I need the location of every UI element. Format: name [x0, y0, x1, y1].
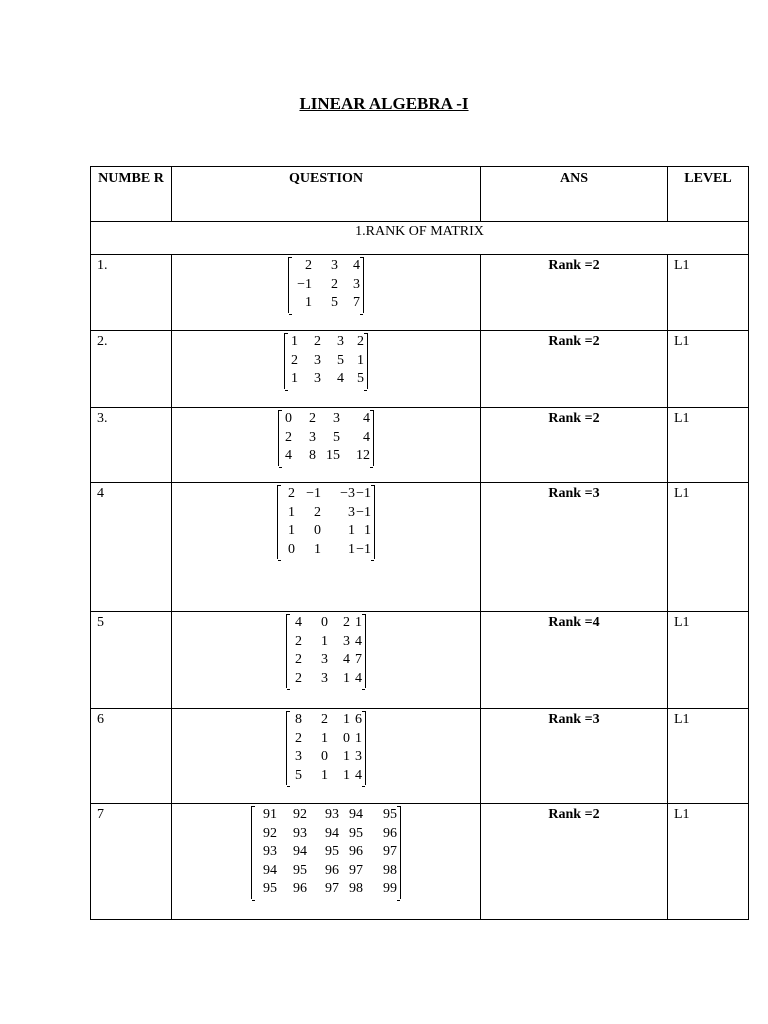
matrix-row	[282, 410, 370, 429]
matrix-entry: 3	[314, 371, 321, 386]
matrix-entry: 2	[295, 670, 302, 686]
matrix-entry: 3	[321, 652, 328, 667]
question-cell	[172, 483, 481, 612]
answer-cell: Rank =4	[481, 612, 668, 709]
matrix-entry: 94	[325, 825, 339, 841]
matrix-entry: 3	[355, 749, 362, 764]
matrix-entry: −1	[356, 486, 371, 501]
matrix-row	[255, 880, 397, 899]
matrix-entry: −1	[306, 486, 321, 501]
matrix-entry: 92	[263, 825, 277, 841]
matrix-entry: 1	[321, 767, 328, 783]
matrix-entry: 98	[383, 862, 397, 878]
matrix-row	[255, 862, 397, 881]
matrix-entry: 4	[285, 448, 292, 463]
matrix-entry: 0	[288, 541, 295, 557]
matrix-entry: 93	[293, 825, 307, 841]
matrix-entry: 97	[383, 844, 397, 859]
matrix-entry: 5	[337, 352, 344, 368]
answer-cell: Rank =2	[481, 804, 668, 920]
table-row	[91, 331, 749, 408]
answer-cell: Rank =3	[481, 709, 668, 804]
matrix-entry: 1	[321, 730, 328, 746]
matrix-entry: 4	[363, 411, 370, 426]
matrix-entry: 0	[314, 523, 321, 538]
matrix-entry: 96	[349, 844, 363, 859]
question-cell	[172, 255, 481, 331]
matrix-row	[255, 843, 397, 862]
matrix-entry: 5	[295, 767, 302, 783]
matrix-entry: 1	[348, 541, 355, 557]
matrix-row	[281, 485, 371, 504]
matrix-entry: 4	[337, 371, 344, 386]
matrix-entry: 2	[343, 615, 350, 630]
matrix-entry: 95	[349, 825, 363, 841]
matrix-entry: 95	[263, 881, 277, 896]
table-row	[91, 408, 749, 483]
matrix-entry: 1	[305, 295, 312, 310]
question-rows	[91, 255, 749, 920]
matrix-entry: 1	[343, 767, 350, 783]
answer-cell: Rank =2	[481, 408, 668, 483]
matrix-entry: 7	[355, 652, 362, 667]
matrix-entry: 4	[363, 429, 370, 445]
matrix-entry: 93	[325, 807, 339, 822]
matrix-entry: 4	[355, 670, 362, 686]
matrix-entry: 3	[331, 258, 338, 273]
matrix-entry: 1	[288, 523, 295, 538]
matrix-entry: 7	[353, 295, 360, 310]
matrix-row	[288, 370, 364, 389]
matrix-row	[255, 806, 397, 825]
matrix-entry: 2	[285, 429, 292, 445]
matrix-row	[292, 276, 360, 295]
matrix-entry: 5	[331, 295, 338, 310]
matrix-row	[290, 633, 362, 652]
matrix	[286, 614, 366, 688]
table-row	[91, 709, 749, 804]
matrix-entry: 2	[309, 411, 316, 426]
answer-cell: Rank =2	[481, 255, 668, 331]
question-cell	[172, 804, 481, 920]
matrix-entry: 3	[348, 504, 355, 520]
answer-cell: Rank =2	[481, 331, 668, 408]
level-cell: L1	[668, 804, 749, 920]
question-number: 5	[91, 612, 172, 709]
question-cell	[172, 408, 481, 483]
header-level: LEVEL	[668, 167, 749, 222]
matrix-entry: 98	[349, 881, 363, 896]
matrix-entry: 2	[295, 633, 302, 649]
matrix-entry: 95	[383, 807, 397, 822]
matrix-entry: 3	[353, 276, 360, 292]
level-cell: L1	[668, 709, 749, 804]
matrix-row	[292, 294, 360, 313]
matrix-entry: 8	[309, 448, 316, 463]
table-row	[91, 804, 749, 920]
matrix-entry: 1	[314, 541, 321, 557]
matrix-entry: 5	[333, 429, 340, 445]
matrix-entry: 3	[309, 429, 316, 445]
matrix-entry: 8	[295, 712, 302, 727]
matrix	[251, 806, 401, 899]
matrix-entry: 2	[357, 334, 364, 349]
matrix-entry: −1	[356, 504, 371, 520]
section-row	[91, 222, 749, 255]
matrix-entry: 3	[295, 749, 302, 764]
question-number: 3.	[91, 408, 172, 483]
matrix-entry: 2	[314, 504, 321, 520]
matrix-entry: −1	[297, 276, 312, 292]
matrix-entry: 0	[321, 749, 328, 764]
matrix-entry: 0	[343, 730, 350, 746]
matrix-entry: 2	[321, 712, 328, 727]
level-cell: L1	[668, 483, 749, 612]
matrix-entry: 1	[364, 523, 371, 538]
matrix-entry: 1	[291, 371, 298, 386]
matrix-entry: 4	[353, 258, 360, 273]
matrix-entry: 1	[343, 670, 350, 686]
question-table	[90, 166, 749, 920]
matrix-row	[281, 504, 371, 523]
matrix-row	[282, 447, 370, 466]
table-row	[91, 612, 749, 709]
matrix-entry: 96	[383, 825, 397, 841]
matrix-entry: 5	[357, 371, 364, 386]
matrix-entry: 2	[295, 652, 302, 667]
matrix-entry: 1	[355, 615, 362, 630]
matrix-entry: 1	[288, 504, 295, 520]
matrix-row	[290, 651, 362, 670]
matrix-entry: 94	[263, 862, 277, 878]
matrix-entry: 1	[343, 712, 350, 727]
matrix-entry: 93	[263, 844, 277, 859]
matrix-row	[281, 541, 371, 560]
matrix-row	[282, 429, 370, 448]
matrix-entry: 12	[356, 448, 370, 463]
header-ans: ANS	[481, 167, 668, 222]
level-cell: L1	[668, 331, 749, 408]
matrix	[288, 257, 364, 313]
section-title: 1.RANK OF MATRIX	[91, 222, 749, 255]
matrix-entry: 2	[314, 334, 321, 349]
matrix-entry: 1	[348, 523, 355, 538]
answer-cell: Rank =3	[481, 483, 668, 612]
level-cell: L1	[668, 612, 749, 709]
question-cell	[172, 709, 481, 804]
matrix-entry: 4	[295, 615, 302, 630]
matrix-entry: 2	[331, 276, 338, 292]
header-row	[91, 167, 749, 222]
matrix	[278, 410, 374, 466]
matrix-entry: −1	[356, 541, 371, 557]
matrix-row	[288, 352, 364, 371]
matrix-entry: 1	[321, 633, 328, 649]
matrix-row	[288, 333, 364, 352]
matrix-entry: 3	[314, 352, 321, 368]
matrix-row	[290, 748, 362, 767]
matrix-entry: 2	[288, 486, 295, 501]
matrix	[284, 333, 368, 389]
matrix-entry: 15	[326, 448, 340, 463]
header-question: QUESTION	[172, 167, 481, 222]
matrix-entry: 4	[343, 652, 350, 667]
matrix-entry: 0	[321, 615, 328, 630]
page-title: LINEAR ALGEBRA -I	[299, 94, 469, 113]
matrix-entry: 3	[343, 633, 350, 649]
matrix-entry: 96	[325, 862, 339, 878]
matrix-entry: 96	[293, 881, 307, 896]
matrix-entry: 97	[349, 862, 363, 878]
question-number: 6	[91, 709, 172, 804]
table-row	[91, 483, 749, 612]
matrix-row	[290, 730, 362, 749]
matrix-entry: 4	[355, 767, 362, 783]
matrix-row	[292, 257, 360, 276]
matrix-entry: 0	[285, 411, 292, 426]
matrix-row	[290, 767, 362, 786]
matrix-entry: 2	[291, 352, 298, 368]
matrix-entry: 94	[349, 807, 363, 822]
matrix-row	[281, 522, 371, 541]
matrix-entry: 1	[291, 334, 298, 349]
matrix-row	[255, 825, 397, 844]
matrix-entry: 95	[325, 844, 339, 859]
question-number: 7	[91, 804, 172, 920]
matrix-entry: 2	[295, 730, 302, 746]
matrix-entry: 1	[355, 730, 362, 746]
matrix-row	[290, 614, 362, 633]
question-cell	[172, 612, 481, 709]
matrix-entry: 95	[293, 862, 307, 878]
matrix-entry: 3	[333, 411, 340, 426]
matrix-entry: 1	[343, 749, 350, 764]
matrix-entry: 91	[263, 807, 277, 822]
header-number: NUMBE R	[91, 167, 172, 222]
matrix-entry: 4	[355, 633, 362, 649]
question-number: 2.	[91, 331, 172, 408]
matrix	[286, 711, 366, 785]
table-row	[91, 255, 749, 331]
question-number: 1.	[91, 255, 172, 331]
matrix-entry: 94	[293, 844, 307, 859]
matrix-row	[290, 670, 362, 689]
question-cell	[172, 331, 481, 408]
matrix-entry: −3	[340, 486, 355, 501]
matrix-entry: 2	[305, 258, 312, 273]
question-number: 4	[91, 483, 172, 612]
matrix-entry: 3	[321, 670, 328, 686]
matrix-entry: 1	[357, 352, 364, 368]
matrix-entry: 99	[383, 881, 397, 896]
level-cell: L1	[668, 408, 749, 483]
level-cell: L1	[668, 255, 749, 331]
matrix-entry: 97	[325, 881, 339, 896]
matrix-row	[290, 711, 362, 730]
matrix-entry: 92	[293, 807, 307, 822]
matrix-entry: 3	[337, 334, 344, 349]
matrix-entry: 6	[355, 712, 362, 727]
matrix	[277, 485, 375, 559]
